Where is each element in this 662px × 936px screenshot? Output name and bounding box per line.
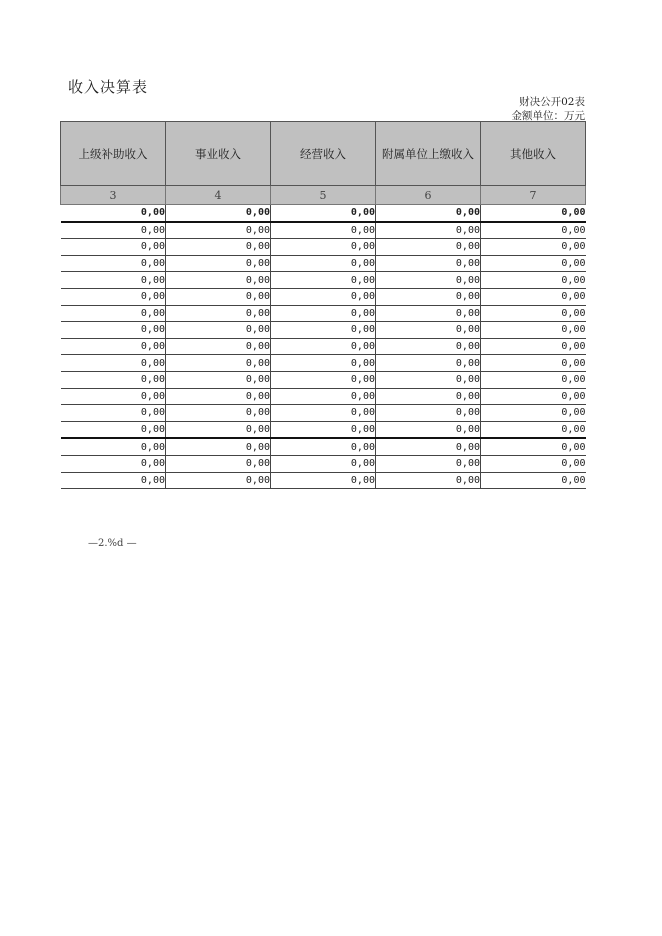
table-cell: 0,00	[376, 205, 481, 222]
column-number: 5	[271, 186, 376, 205]
table-cell: 0,00	[271, 438, 376, 455]
table-cell: 0,00	[166, 322, 271, 339]
table-cell: 0,00	[166, 205, 271, 222]
table-cell: 0,00	[271, 239, 376, 256]
table-cell: 0,00	[166, 438, 271, 455]
table-row	[61, 472, 586, 489]
table-cell: 0,00	[61, 255, 166, 272]
column-header: 上级补助收入	[61, 122, 166, 186]
table-cell: 0,00	[376, 405, 481, 422]
table-cell: 0,00	[481, 288, 586, 305]
table-cell: 0,00	[376, 272, 481, 289]
table-cell: 0,00	[481, 222, 586, 239]
table-cell: 0,00	[166, 255, 271, 272]
table-cell: 0,00	[61, 355, 166, 372]
table-row	[61, 388, 586, 405]
table-cell: 0,00	[166, 272, 271, 289]
table-row	[61, 305, 586, 322]
table-cell: 0,00	[61, 421, 166, 438]
table-cell: 0,00	[61, 371, 166, 388]
table-cell: 0,00	[271, 338, 376, 355]
table-cell: 0,00	[166, 239, 271, 256]
table-row	[61, 288, 586, 305]
table-cell: 0,00	[376, 255, 481, 272]
table-cell: 0,00	[61, 305, 166, 322]
page-footer: —2.%d —	[88, 538, 137, 549]
table-cell: 0,00	[271, 222, 376, 239]
table-cell: 0,00	[376, 438, 481, 455]
table-cell: 0,00	[481, 322, 586, 339]
table-cell: 0,00	[61, 438, 166, 455]
table-row	[61, 322, 586, 339]
column-header: 其他收入	[481, 122, 586, 186]
table-row	[61, 338, 586, 355]
table-cell: 0,00	[61, 322, 166, 339]
amount-unit: 金额单位：万元	[511, 110, 585, 122]
column-header: 事业收入	[166, 122, 271, 186]
table-row	[61, 455, 586, 472]
table-cell: 0,00	[61, 239, 166, 256]
table-cell: 0,00	[481, 455, 586, 472]
table-cell: 0,00	[481, 405, 586, 422]
table-cell: 0,00	[271, 305, 376, 322]
table-row	[61, 239, 586, 256]
table-cell: 0,00	[376, 322, 481, 339]
table-cell: 0,00	[271, 288, 376, 305]
table-cell: 0,00	[481, 338, 586, 355]
table-cell: 0,00	[481, 371, 586, 388]
table-cell: 0,00	[271, 205, 376, 222]
column-number: 3	[61, 186, 166, 205]
table-row	[61, 405, 586, 422]
table-cell: 0,00	[271, 421, 376, 438]
table-cell: 0,00	[376, 472, 481, 489]
table-cell: 0,00	[376, 288, 481, 305]
table-cell: 0,00	[166, 371, 271, 388]
form-code: 财决公开02表	[519, 96, 585, 108]
table-cell: 0,00	[166, 388, 271, 405]
column-number: 6	[376, 186, 481, 205]
table-row	[61, 371, 586, 388]
table-cell: 0,00	[481, 239, 586, 256]
table-header-row	[61, 122, 586, 186]
table-cell: 0,00	[271, 322, 376, 339]
table-cell: 0,00	[271, 455, 376, 472]
table-cell: 0,00	[61, 388, 166, 405]
table-cell: 0,00	[166, 421, 271, 438]
table-cell: 0,00	[271, 371, 376, 388]
table-cell: 0,00	[481, 421, 586, 438]
column-number: 7	[481, 186, 586, 205]
table-cell: 0,00	[376, 305, 481, 322]
table-cell: 0,00	[271, 272, 376, 289]
income-table	[60, 121, 586, 489]
table-cell: 0,00	[271, 472, 376, 489]
table-cell: 0,00	[271, 355, 376, 372]
table-cell: 0,00	[61, 222, 166, 239]
table-row	[61, 272, 586, 289]
table-cell: 0,00	[376, 338, 481, 355]
table-cell: 0,00	[376, 222, 481, 239]
table-cell: 0,00	[166, 288, 271, 305]
table-row	[61, 421, 586, 438]
table-cell: 0,00	[481, 438, 586, 455]
table-cell: 0,00	[376, 355, 481, 372]
table-cell: 0,00	[376, 371, 481, 388]
table-cell: 0,00	[166, 455, 271, 472]
column-header: 附属单位上缴收入	[376, 122, 481, 186]
table-cell: 0,00	[166, 222, 271, 239]
column-header: 经营收入	[271, 122, 376, 186]
total-row	[61, 205, 586, 222]
table-cell: 0,00	[271, 388, 376, 405]
table-cell: 0,00	[166, 405, 271, 422]
table-cell: 0,00	[376, 388, 481, 405]
table-cell: 0,00	[271, 405, 376, 422]
table-cell: 0,00	[376, 239, 481, 256]
table-cell: 0,00	[61, 455, 166, 472]
table-cell: 0,00	[166, 355, 271, 372]
table-cell: 0,00	[481, 255, 586, 272]
table-cell: 0,00	[481, 305, 586, 322]
table-cell: 0,00	[271, 255, 376, 272]
table-cell: 0,00	[376, 455, 481, 472]
table-cell: 0,00	[376, 421, 481, 438]
table-cell: 0,00	[61, 288, 166, 305]
table-cell: 0,00	[166, 305, 271, 322]
column-number-row	[61, 186, 586, 205]
table-cell: 0,00	[481, 388, 586, 405]
table-cell: 0,00	[481, 472, 586, 489]
table-cell: 0,00	[61, 272, 166, 289]
table-cell: 0,00	[166, 472, 271, 489]
table-cell: 0,00	[481, 205, 586, 222]
table-cell: 0,00	[166, 338, 271, 355]
table-cell: 0,00	[481, 355, 586, 372]
table-cell: 0,00	[61, 472, 166, 489]
table-row	[61, 222, 586, 239]
table-row	[61, 355, 586, 372]
table-cell: 0,00	[61, 205, 166, 222]
column-number: 4	[166, 186, 271, 205]
table-row	[61, 438, 586, 455]
table-row	[61, 255, 586, 272]
table-body	[61, 205, 586, 489]
table-cell: 0,00	[481, 272, 586, 289]
table-cell: 0,00	[61, 338, 166, 355]
table-cell: 0,00	[61, 405, 166, 422]
page-title: 收入决算表	[68, 78, 149, 96]
